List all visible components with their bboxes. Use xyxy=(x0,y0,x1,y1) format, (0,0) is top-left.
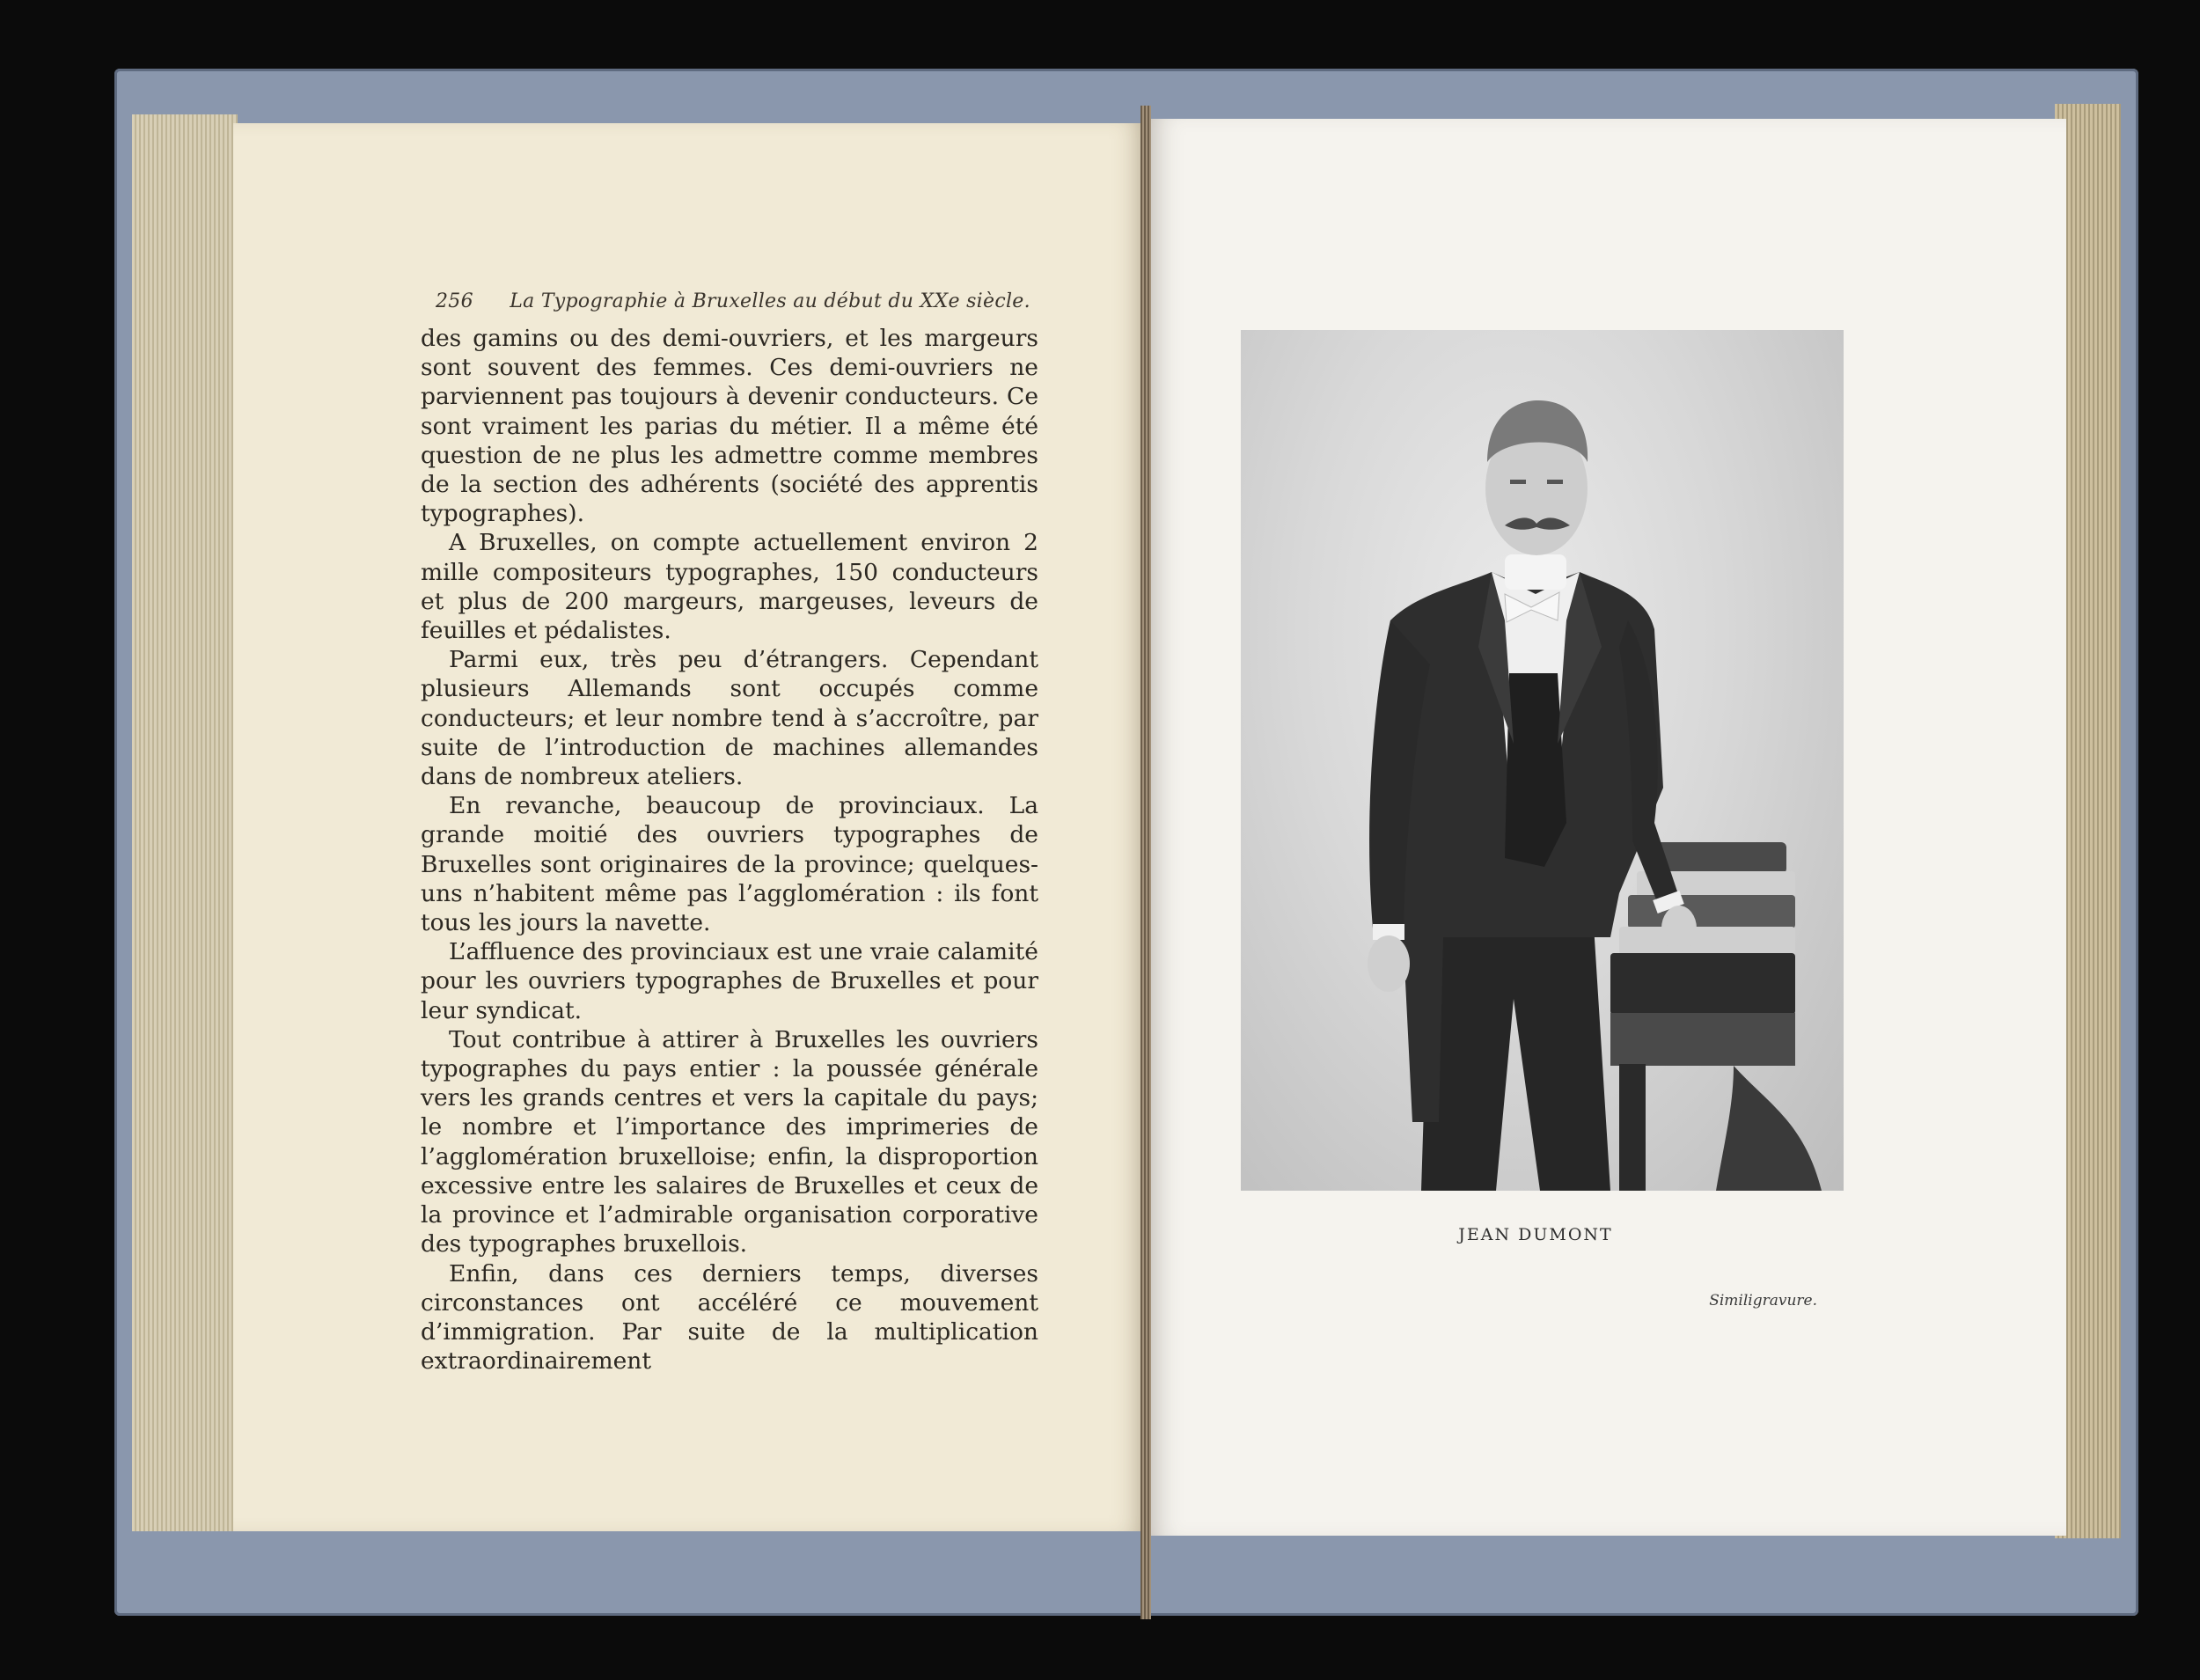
paragraph: L’affluence des provinciaux est une vraie calamité pour les ouvriers typographes de Bruxelles et pour leur syndicat. xyxy=(421,938,1038,1024)
paragraph: Parmi eux, très peu d’étrangers. Cependant plusieurs Allemands sont occupés comme conducteurs; et leur nombre tend à s’accroître, par suite de l’introduction de machines allemandes dans de nombreux ateliers. xyxy=(421,646,1038,791)
paragraph: des gamins ou des demi-ouvriers, et les margeurs sont souvent des femmes. Ces demi-ouvriers ne parviennent pas toujours à devenir conducteurs. Ce sont vraiment les parias du métier. Il a même été question de ne plus les admettre comme membres de la section des adhérents (société des apprentis typographes). xyxy=(421,325,1038,528)
running-head xyxy=(436,290,1052,312)
body-text xyxy=(421,324,1038,1376)
paragraph: Enfin, dans ces derniers temps, diverses circonstances ont accéléré ce mouvement d’immigration. Par suite de la multiplication extraordinairement xyxy=(421,1259,1038,1376)
book-gutter xyxy=(1140,106,1151,1619)
portrait-caption: JEAN DUMONT xyxy=(1458,1225,1613,1244)
portrait-photograph xyxy=(1241,330,1844,1191)
paragraph: En revanche, beaucoup de provinciaux. La grande moitié des ouvriers typographes de Bruxelles sont originaires de la province; quelques-uns n’habitent même pas l’agglomération : ils font tous les jours la navette. xyxy=(421,792,1038,937)
portrait-illustration xyxy=(1241,330,1844,1191)
paragraph: Tout contribue à attirer à Bruxelles les ouvriers typographes du pays entier : la poussée générale vers les grands centres et vers la capitale du pays; le nombre et l’importance des imprimeries de l’agglomération bruxelloise; enfin, la disproportion excessive entre les salaires de Bruxelles et ceux de la province et l’admirable organisation corporative des typographes bruxellois. xyxy=(421,1025,1038,1258)
page-number: 256 xyxy=(436,290,473,312)
paragraph: A Bruxelles, on compte actuellement environ 2 mille compositeurs typographes, 150 conducteurs et plus de 200 margeurs, margeuses, leveurs de feuilles et pédalistes. xyxy=(421,529,1038,645)
running-title: La Typographie à Bruxelles au début du XXe siècle. xyxy=(510,290,1030,312)
left-page-edges xyxy=(132,114,238,1531)
process-credit: Similigravure. xyxy=(1709,1292,1817,1310)
